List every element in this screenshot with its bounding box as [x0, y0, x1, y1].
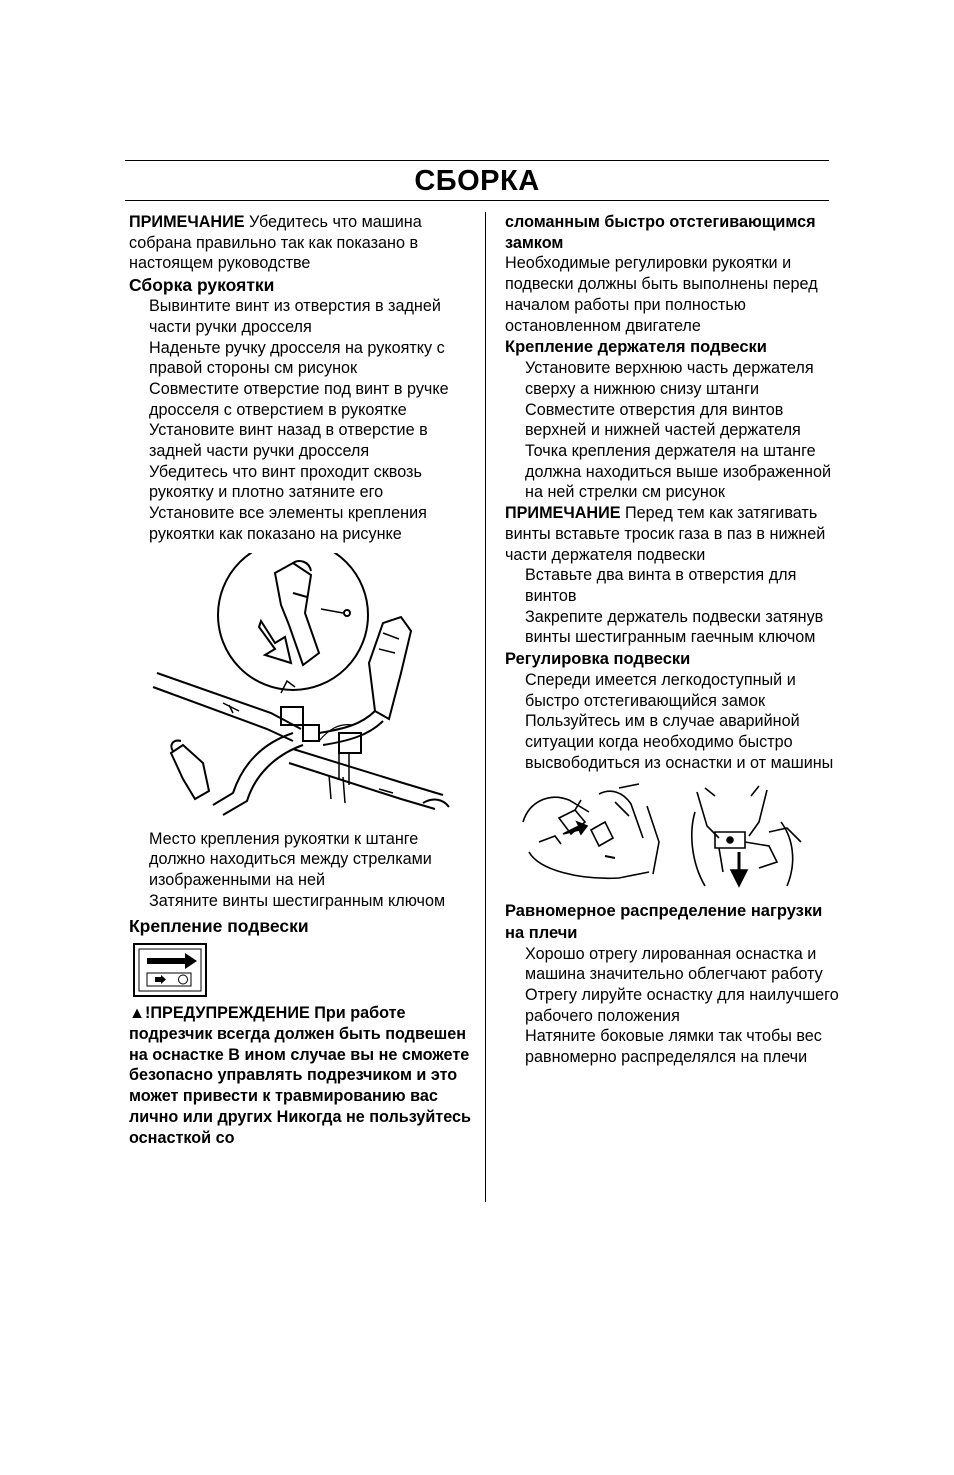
holder-step: Закрепите держатель подвески затянув винты шестигранным гаечным ключом	[525, 607, 824, 647]
handle-assembly-heading: Сборка рукоятки	[129, 275, 275, 296]
left-column	[129, 212, 474, 1148]
header-rule-bottom	[125, 200, 829, 201]
warning-text: ПРЕДУПРЕЖДЕНИЕ При работе подрезчик всегда должен быть подвешен на оснастке В ином случае вы не сможете безопасно управлять подрезчиком и это может привести к травмированию вас лично или других Никогда не пользуйтесь оснасткой со	[129, 1004, 471, 1147]
handle-step: Вывинтите винт из отверстия в задней части ручки дросселя	[149, 297, 441, 336]
quick-release-figure	[519, 782, 819, 892]
handle-step: Наденьте ручку дросселя на рукоятку с правой стороны см рисунок	[149, 338, 445, 378]
load-step: Хорошо отрегу лированная оснастка и машина значительно облегчают работу	[525, 944, 823, 984]
holder-mounting-heading: Крепление держателя подвески	[505, 338, 767, 357]
handle-step: Установите все элементы крепления рукоятки как показано на рисунке	[149, 504, 427, 543]
note-paragraph	[129, 212, 474, 274]
adjust-step: Спереди имеется легкодоступный и быстро отстегивающийся замок	[525, 671, 796, 710]
adjust-step: Пользуйтесь им в случае аварийной ситуации когда необходимо быстро высвободиться из оснастки и от машины	[525, 712, 834, 772]
harness-adjust-heading: Регулировка подвески	[505, 650, 691, 669]
handle-step: Установите винт назад в отверстие в задней части ручки дросселя	[149, 421, 428, 461]
note-text: Убедитесь что машина собрана правильно так как показано в настоящем руководстве	[129, 213, 422, 273]
note-label: ПРИМЕЧАНИЕ	[505, 504, 621, 523]
warning-icon: ▲!	[129, 1004, 151, 1023]
handle-assembly-figure	[143, 553, 453, 823]
load-distribution-heading: Равномерное распределение нагрузки на плечи	[505, 901, 823, 942]
load-step: Отрегу лируйте оснастку для наилучшего рабочего положения	[525, 985, 839, 1025]
holder-step: Установите верхнюю часть держателя сверху а нижнюю снизу штанги Совместите отверстия для винтов верхней и нижней частей держателя Точка крепления держателя на штанге должна находиться выше изображенной на ней стрелки см рисунок	[525, 359, 832, 502]
harness-warning-icon	[133, 943, 207, 997]
header-rule-top	[125, 160, 829, 161]
handle-step: Убедитесь что винт проходит сквозь рукоятку и плотно затяните его	[149, 462, 422, 502]
warning-paragraph	[129, 1003, 474, 1148]
right-column	[505, 212, 841, 1068]
handle-step: Совместите отверстие под винт в ручке дросселя с отверстием в рукоятке	[149, 379, 449, 419]
load-step: Натяните боковые лямки так чтобы вес равномерно распределялся на плечи	[525, 1027, 822, 1067]
harness-mounting-heading: Крепление подвески	[129, 916, 309, 937]
warning-continuation: сломанным быстро отстегивающимся замком	[505, 213, 816, 252]
adjustment-paragraph: Необходимые регулировки рукоятки и подвески должны быть выполнены перед началом работы при полностью остановленном двигателе	[505, 254, 818, 335]
column-divider	[485, 212, 486, 1202]
note-label: ПРИМЕЧАНИЕ	[129, 213, 245, 231]
note-text: Перед тем как затягивать винты вставьте тросик газа в паз в нижней части держателя подвески	[505, 504, 826, 564]
holder-step: Вставьте два винта в отверстия для винтов	[525, 566, 797, 605]
note-paragraph	[505, 503, 841, 565]
page-title: СБОРКА	[414, 165, 540, 197]
handle-note: Затяните винты шестигранным ключом	[149, 891, 446, 910]
handle-note: Место крепления рукоятки к штанге должно находиться между стрелками изображенными на ней	[149, 829, 432, 889]
